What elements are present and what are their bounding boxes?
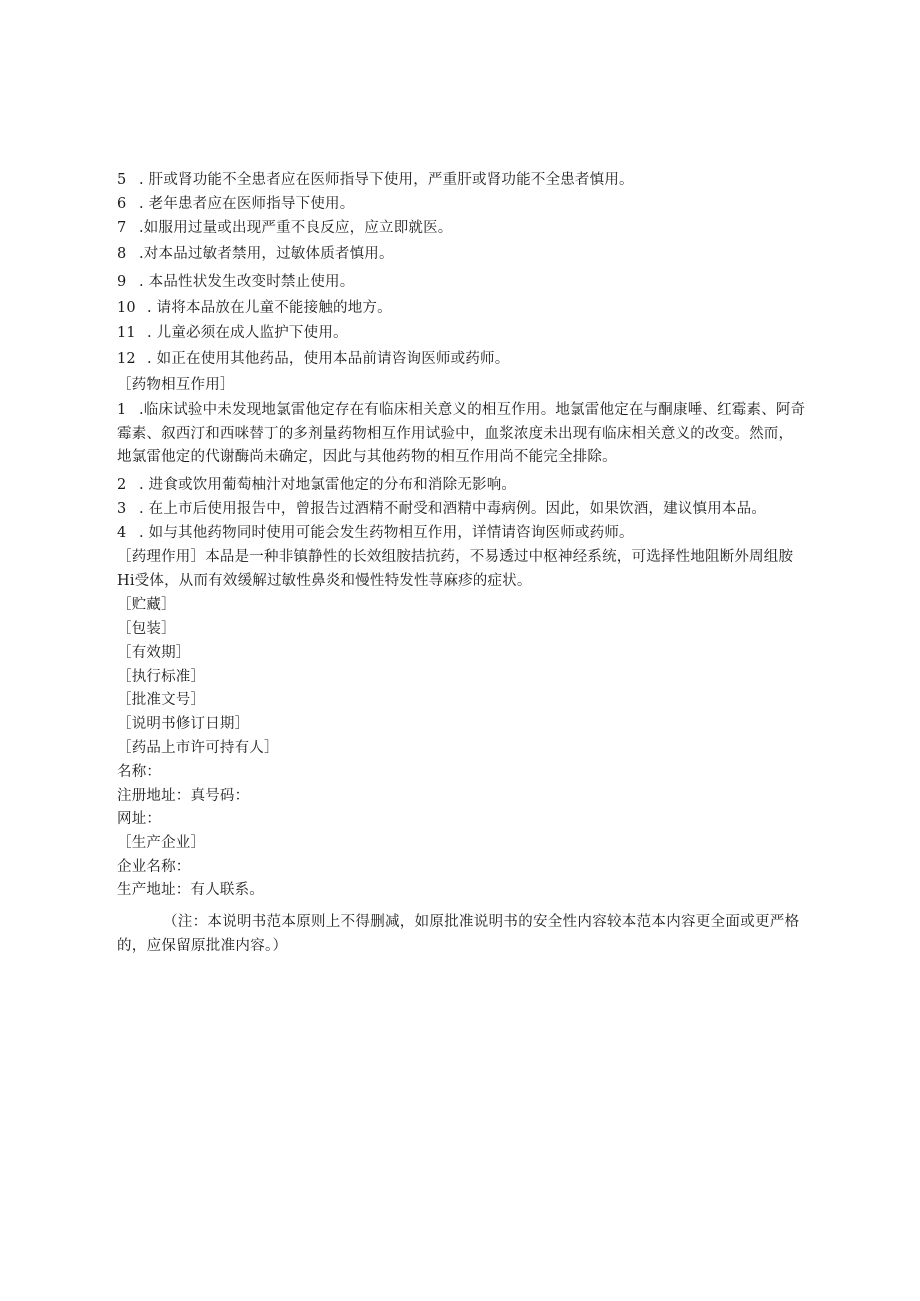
standard-heading: ［执行标准］ (117, 669, 206, 685)
pharmacology-heading: ［药理作用］ (117, 549, 206, 565)
storage-heading: ［贮藏］ (117, 597, 176, 613)
package-heading: ［包装］ (117, 621, 176, 637)
interaction-item (117, 399, 807, 470)
item-text: . 本品性状发生改变时禁止使用。 (139, 274, 355, 290)
item-number: 11 (117, 325, 136, 341)
item-number: 2 (117, 477, 127, 493)
holder-address: 注册地址：真号码： (117, 788, 250, 804)
precaution-item (117, 323, 348, 343)
precaution-item (117, 194, 354, 214)
pharmacology-paragraph (117, 546, 807, 593)
item-text: . 肝或肾功能不全患者应在医师指导下使用，严重肝或肾功能不全患者慎用。 (139, 172, 634, 188)
precaution-item (117, 170, 634, 190)
precaution-item (117, 349, 509, 369)
manufacturer-heading: ［生产企业］ (117, 835, 206, 851)
item-number: 6 (117, 196, 127, 212)
item-number: 4 (117, 525, 127, 541)
item-text: . 如正在使用其他药品，使用本品前请咨询医师或药师。 (147, 351, 510, 367)
item-number: 1 (117, 402, 127, 418)
manufacturer-address: 生产地址：有人联系。 (117, 882, 264, 898)
approval-heading: ［批准文号］ (117, 692, 206, 708)
pharmacology-text: 本品是一种非镇静性的长效组胺拮抗药，不易透过中枢神经系统，可选择性地阻断外周组胺Hi受体，从而有效缓解过敏性鼻炎和慢性特发性荨麻疹的症状。 (117, 549, 794, 589)
item-text: .对本品过敏者禁用，过敏体质者慎用。 (139, 246, 394, 262)
precaution-item (117, 298, 392, 318)
item-text: .临床试验中未发现地氯雷他定存在有临床相关意义的相互作用。地氯雷他定在与酮康唾、红霉素、阿奇霉素、叙西汀和西咪替丁的多剂量药物相互作用试验中，血浆浓度未出现有临床相关意义的改变。然而，地氯雷他定的代谢酶尚未确定，因此与其他药物的相互作用尚不能完全排除。 (117, 402, 806, 465)
item-text: . 如与其他药物同时使用可能会发生药物相互作用，详情请咨询医师或药师。 (139, 525, 634, 541)
interactions-heading: ［药物相互作用］ (117, 377, 235, 393)
item-text: . 请将本品放在儿童不能接触的地方。 (147, 300, 392, 316)
item-number: 3 (117, 501, 127, 517)
holder-heading: ［药品上市许可持有人］ (117, 740, 279, 756)
item-text: . 老年患者应在医师指导下使用。 (139, 196, 355, 212)
item-text: .如服用过量或出现严重不良反应，应立即就医。 (139, 220, 453, 236)
item-number: 9 (117, 274, 127, 290)
item-number: 7 (117, 220, 127, 236)
item-number: 12 (117, 351, 136, 367)
holder-website: 网址： (117, 811, 162, 827)
revision-date-heading: ［说明书修订日期］ (117, 716, 250, 732)
item-text: . 进食或饮用葡萄柚汁对地氯雷他定的分布和消除无影响。 (139, 477, 517, 493)
item-text: . 在上市后使用报告中，曾报告过酒精不耐受和酒精中毒病例。因此，如果饮酒，建议慎用本品。 (139, 501, 767, 517)
precaution-item (117, 272, 354, 292)
item-number: 10 (117, 300, 136, 316)
holder-name: 名称： (117, 764, 162, 780)
validity-heading: ［有效期］ (117, 645, 191, 661)
item-number: 5 (117, 172, 127, 188)
item-text: . 儿童必须在成人监护下使用。 (147, 325, 348, 341)
template-note: （注：本说明书范本原则上不得删减，如原批准说明书的安全性内容较本范本内容更全面或更严格的，应保留原批准内容。） (117, 914, 800, 954)
interaction-item (117, 475, 516, 495)
interaction-item (117, 523, 634, 543)
interaction-item (117, 499, 766, 519)
manufacturer-name: 企业名称： (117, 859, 191, 875)
precaution-item (117, 218, 453, 238)
precaution-item (117, 244, 394, 264)
item-number: 8 (117, 246, 127, 262)
